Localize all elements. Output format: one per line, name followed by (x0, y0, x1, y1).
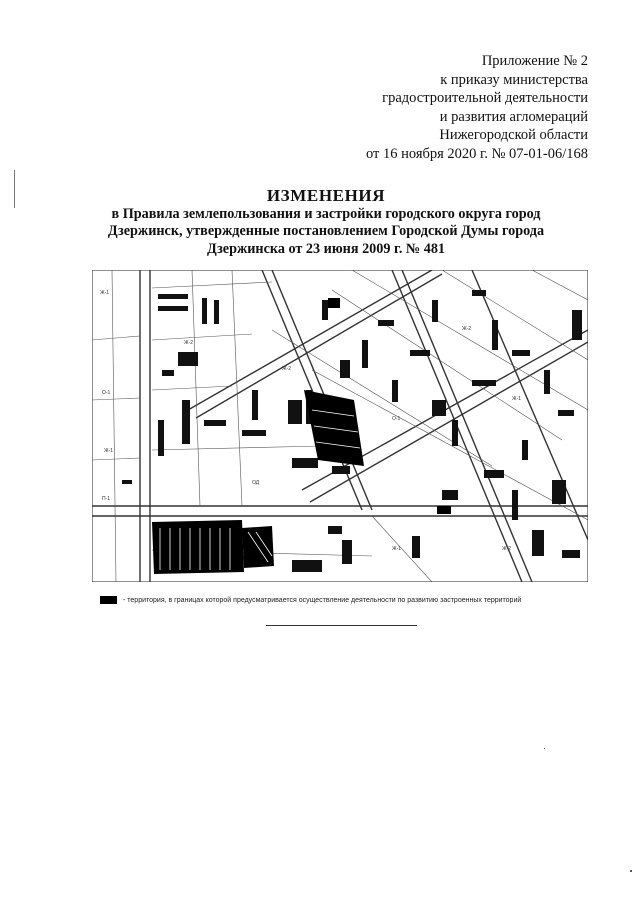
annex-line: к приказу министерства (440, 71, 588, 88)
zone-label: П-1 (102, 496, 111, 502)
scan-speck (544, 748, 545, 749)
title-main: ИЗМЕНЕНИЯ (266, 186, 386, 205)
zone-label: Ж-2 (502, 546, 512, 552)
zone-label: Ж-1 (100, 290, 110, 296)
divider-line (266, 625, 417, 626)
map-legend (100, 594, 521, 606)
legend-swatch (100, 596, 117, 604)
document-title (60, 186, 592, 258)
title-line: Дзержинска от 23 июня 2009 г. № 481 (206, 240, 446, 257)
annex-line: от 16 ноября 2020 г. № 07-01-06/168 (365, 145, 588, 162)
scan-speck (630, 870, 632, 872)
title-line: в Правила землепользования и застройки городского округа город (111, 206, 541, 222)
annex-line: Нижегородской области (439, 127, 588, 144)
annex-line: и развития агломераций (439, 108, 588, 125)
legend-text: - территория, в границах которой предусматривается осуществление деятельности по развитию застроенных территорий (123, 596, 522, 604)
zoning-map (92, 270, 588, 582)
zone-label: Ж-2 (184, 340, 194, 346)
zone-label: Ж-1 (104, 448, 114, 454)
zone-label: Ж-1 (512, 396, 522, 402)
zone-label: Ж-2 (282, 366, 292, 372)
zone-label: ОД (252, 480, 260, 486)
zone-label: Ж-1 (392, 546, 402, 552)
title-line: Дзержинск, утвержденные постановлением Городской Думы города (107, 223, 545, 240)
zone-label: О-1 (392, 416, 401, 422)
annex-header (366, 52, 588, 164)
annex-line: Приложение № 2 (481, 53, 588, 69)
margin-mark (14, 170, 15, 208)
annex-line: градостроительной деятельности (382, 90, 588, 107)
zone-label: О-1 (102, 390, 111, 396)
zone-label: Ж-2 (462, 326, 472, 332)
